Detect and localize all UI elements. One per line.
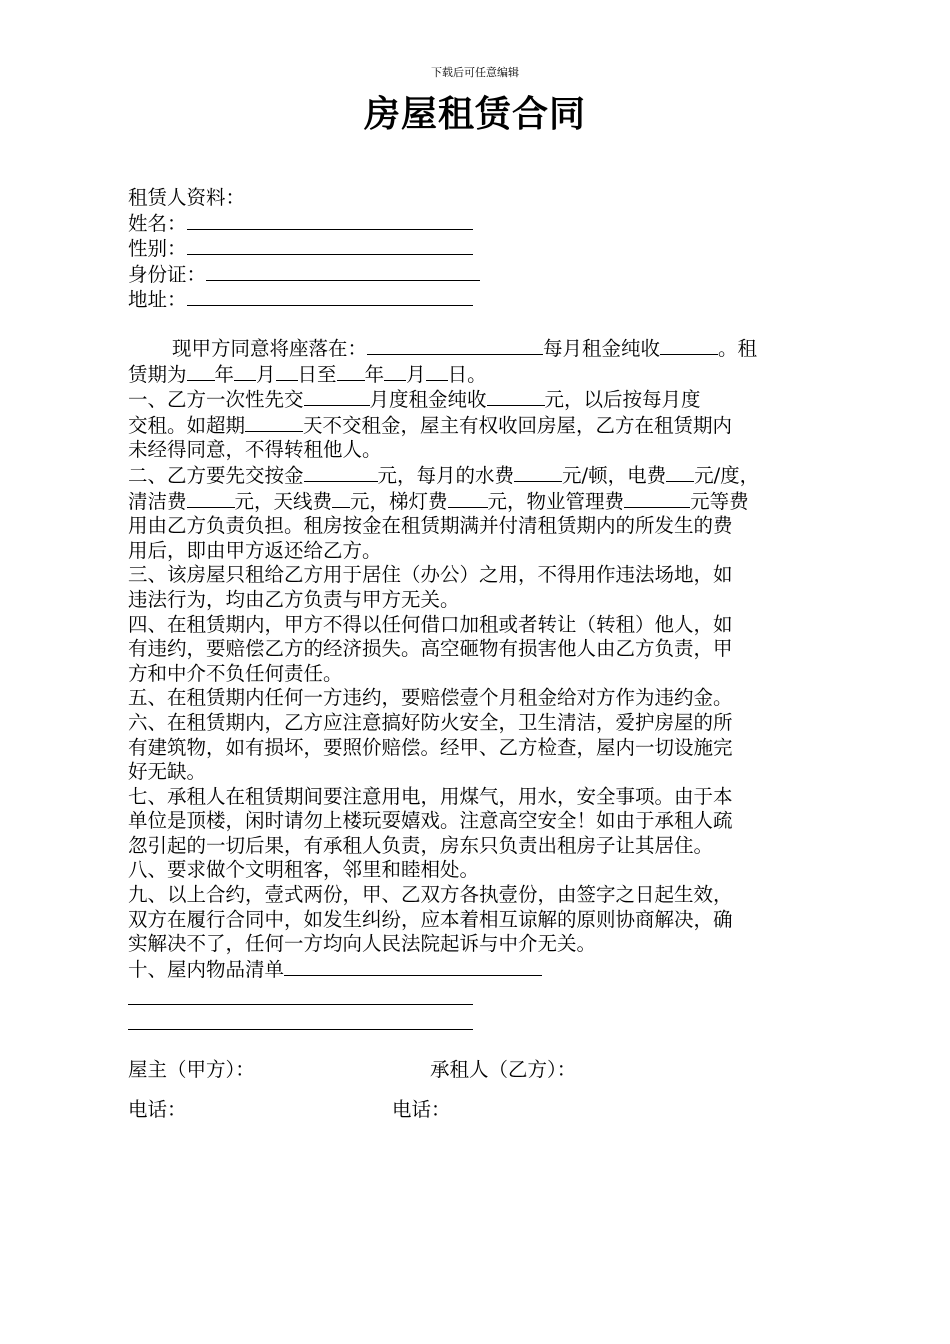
clause-text: 月度租金纯收: [369, 388, 487, 412]
clause-text: 十、屋内物品清单: [128, 957, 285, 981]
clause-text: 元，梯灯费: [350, 489, 448, 513]
clause-6-line-1: 六、在租赁期内，乙方应注意搞好防火安全，卫生清洁，爱护房屋的所: [128, 710, 733, 734]
clause-7-line-1: 七、承租人在租赁期间要注意用电，用煤气，用水，安全事项。由于本: [128, 784, 733, 808]
location-blank[interactable]: [367, 336, 543, 355]
intro-text: 现甲方同意将座落在：: [172, 337, 368, 360]
clause-4-line-3: 方和中介不负任何责任。: [128, 661, 343, 685]
address-blank[interactable]: [187, 287, 473, 306]
clause-text: 元/度，: [694, 463, 760, 487]
clause-2-line-3: 用由乙方负责负担。租房按金在租赁期满并付清租赁期内的所发生的费: [128, 514, 733, 538]
end-day-blank[interactable]: [426, 362, 448, 381]
intro-text: 每月租金纯收: [543, 337, 661, 360]
clause-text: 元/顿，电费: [562, 463, 667, 487]
intro-text: 日至: [297, 362, 337, 386]
property-fee-blank[interactable]: [624, 489, 690, 508]
clause-6-line-3: 好无缺。: [128, 760, 207, 784]
intro-text: 。租: [718, 337, 758, 360]
intro-text: 月: [406, 362, 426, 386]
prepaid-rent-blank[interactable]: [487, 387, 545, 406]
intro-text: 日。: [447, 362, 487, 386]
clause-5-line-1: 五、在租赁期内任何一方违约，要赔偿壹个月租金给对方作为违约金。: [128, 686, 733, 710]
clause-1-line-2: [128, 413, 828, 439]
deposit-blank[interactable]: [304, 463, 378, 482]
clause-text: 一、乙方一次性先交: [128, 388, 304, 412]
monthly-rent-blank[interactable]: [660, 336, 718, 355]
clause-7-line-3: 忽引起的一切后果，有承租人负责，房东只负责出租房子让其居住。: [128, 833, 714, 857]
clause-4-line-1: 四、在租赁期内，甲方不得以任何借口加租或者转让（转租）他人，如: [128, 612, 733, 636]
document-title: 房屋租赁合同: [363, 93, 586, 135]
end-year-blank[interactable]: [337, 362, 365, 381]
contract-body: [128, 336, 828, 982]
clause-text: 元，天线费: [234, 489, 333, 513]
prepaid-months-blank[interactable]: [304, 387, 370, 406]
clause-1-line-3: 未经得同意，不得转租他人。: [128, 438, 382, 462]
tenant-info-heading: 租赁人资料：: [128, 186, 246, 209]
clause-10-line-1: [128, 957, 828, 983]
water-fee-blank[interactable]: [514, 463, 562, 482]
clause-2-line-2: [128, 489, 828, 515]
clause-4-line-2: 有违约，要赔偿乙方的经济损失。高空砸物有损害他人由乙方负责，甲: [128, 637, 733, 661]
tenant-address-row: [128, 287, 828, 313]
id-label: 身份证：: [128, 262, 207, 286]
start-day-blank[interactable]: [276, 362, 298, 381]
name-label: 姓名：: [128, 211, 187, 235]
clause-text: 交租。如超期: [128, 413, 246, 437]
intro-text: 年: [214, 362, 235, 386]
name-blank[interactable]: [187, 211, 473, 230]
landlord-signature-label: 屋主（甲方）：: [128, 1058, 255, 1081]
start-year-blank[interactable]: [187, 362, 215, 381]
intro-text: 年: [364, 362, 385, 386]
gender-blank[interactable]: [187, 236, 473, 255]
intro-line-1: [128, 336, 828, 362]
clause-1-line-1: [128, 387, 828, 413]
antenna-fee-blank[interactable]: [332, 489, 350, 508]
tenant-signature-label: 承租人（乙方）：: [430, 1058, 577, 1081]
clause-text: 元，以后按每月度: [544, 388, 701, 412]
clause-text: 二、乙方要先交按金: [128, 463, 304, 487]
clause-9-line-2: 双方在履行合同中，如发生纠纷，应本着相互谅解的原则协商解决，确: [128, 907, 733, 931]
intro-text: 赁期为: [128, 362, 187, 386]
clause-9-line-1: 九、以上合约，壹式两份，甲、乙双方各执壹份，由签字之日起生效，: [128, 883, 733, 907]
clause-6-line-2: 有建筑物，如有损坏，要照价赔偿。经甲、乙方检查，屋内一切设施完: [128, 735, 733, 759]
tenant-info-section: [128, 186, 828, 313]
end-month-blank[interactable]: [384, 362, 406, 381]
clause-text: 清洁费: [128, 489, 187, 513]
tenant-gender-row: [128, 236, 828, 262]
clause-2-line-1: [128, 463, 828, 489]
clause-2-line-4: 用后，即由甲方返还给乙方。: [128, 538, 382, 562]
header-note: 下载后可任意编辑: [431, 66, 519, 79]
overdue-days-blank[interactable]: [245, 413, 303, 432]
clause-7-line-2: 单位是顶楼，闲时请勿上楼玩耍嬉戏。注意高空安全！如由于承租人疏: [128, 809, 733, 833]
start-month-blank[interactable]: [234, 362, 256, 381]
gender-label: 性别：: [128, 237, 187, 261]
tenant-name-row: [128, 211, 828, 237]
clause-3-line-2: 违法行为，均由乙方负责与甲方无关。: [128, 587, 460, 611]
clause-text: 元，每月的水费: [377, 463, 515, 487]
clause-text: 元等费: [690, 489, 749, 513]
tenant-id-row: [128, 262, 828, 288]
clause-text: 天不交租金，屋主有权收回房屋，乙方在租赁期内: [303, 413, 733, 437]
tenant-phone-label: 电话：: [392, 1098, 451, 1121]
landlord-phone-label: 电话：: [128, 1098, 187, 1121]
id-blank[interactable]: [206, 262, 480, 281]
clause-text: 元，物业管理费: [487, 489, 625, 513]
cleaning-fee-blank[interactable]: [187, 489, 235, 508]
inventory-line-2[interactable]: [128, 1004, 473, 1005]
intro-text: 月: [256, 362, 276, 386]
address-label: 地址：: [128, 288, 187, 312]
clause-8-line-1: 八、要求做个文明租客，邻里和睦相处。: [128, 858, 480, 882]
inventory-line-3[interactable]: [128, 1029, 473, 1030]
electricity-fee-blank[interactable]: [666, 463, 694, 482]
intro-line-2: [128, 362, 828, 388]
clause-9-line-3: 实解决不了，任何一方均向人民法院起诉与中介无关。: [128, 932, 597, 956]
stair-light-fee-blank[interactable]: [448, 489, 488, 508]
clause-3-line-1: 三、该房屋只租给乙方用于居住（办公）之用，不得用作违法场地，如: [128, 563, 733, 587]
inventory-blank[interactable]: [284, 957, 542, 976]
